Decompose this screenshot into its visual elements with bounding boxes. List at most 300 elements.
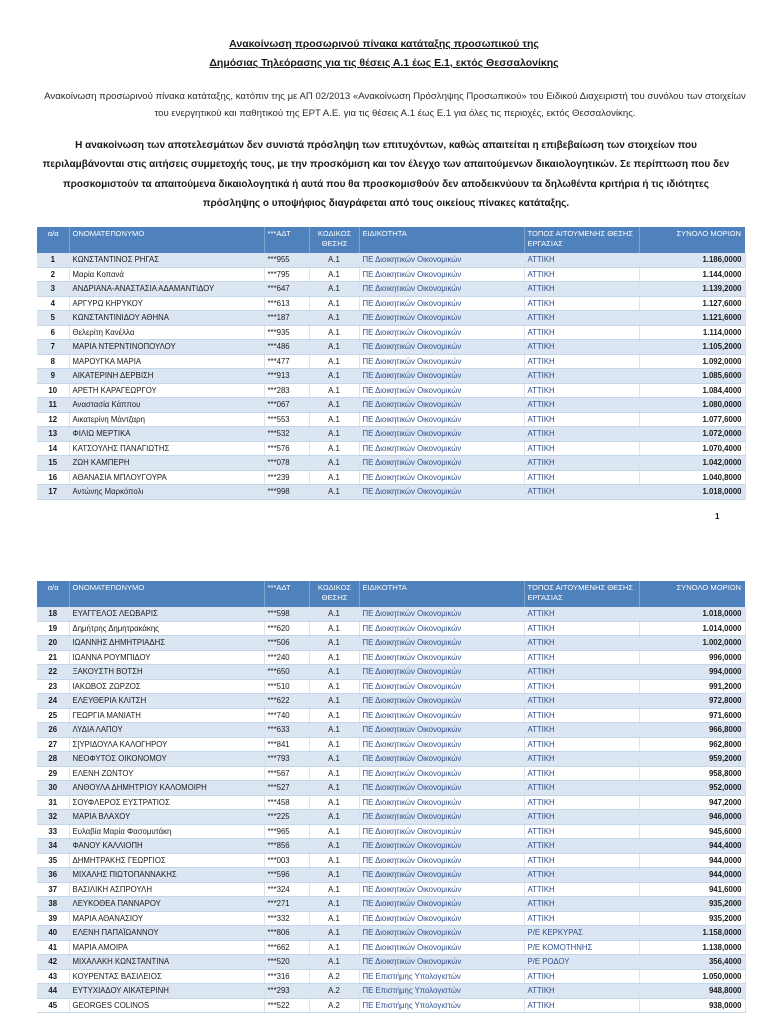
position-code-cell: Α.1	[309, 665, 359, 680]
person-name-cell: Αναστασία Κάππου	[69, 398, 264, 413]
person-name-cell: ΙΩΑΝΝΗΣ ΔΗΜΗΤΡΙΑΔΗΣ	[69, 636, 264, 651]
total-points-cell: 994,0000	[639, 665, 745, 680]
column-header-name: ΟΝΟΜΑΤΕΠΩΝΥΜΟ	[69, 227, 264, 253]
row-number-cell: 21	[37, 650, 69, 665]
total-points-cell: 958,8000	[639, 766, 745, 781]
total-points-cell: 946,0000	[639, 810, 745, 825]
specialty-cell: ΠΕ Διοικητικών Οικονομικών	[359, 267, 524, 282]
person-name-cell: ΚΟΥΡΕΝΤΑΣ ΒΑΣΙΛΕΙΟΣ	[69, 969, 264, 984]
person-name-cell: ΕΛΕΥΘΕΡΙΑ ΚΛΙΤΣΗ	[69, 694, 264, 709]
position-code-cell: Α.1	[309, 253, 359, 267]
position-code-cell: Α.1	[309, 267, 359, 282]
total-points-cell: 1.042,0000	[639, 456, 745, 471]
specialty-cell: ΠΕ Διοικητικών Οικονομικών	[359, 694, 524, 709]
specialty-cell: ΠΕ Διοικητικών Οικονομικών	[359, 737, 524, 752]
specialty-cell: ΠΕ Διοικητικών Οικονομικών	[359, 456, 524, 471]
document-title-line-1: Ανακοίνωση προσωρινού πίνακα κατάταξης προσωπικού της	[229, 38, 539, 50]
column-header-aa: α/α	[37, 581, 69, 607]
work-area-cell: ΑΤΤΙΚΗ	[524, 723, 639, 738]
position-code-cell: Α.1	[309, 412, 359, 427]
specialty-cell: ΠΕ Διοικητικών Οικονομικών	[359, 412, 524, 427]
specialty-cell: ΠΕ Διοικητικών Οικονομικών	[359, 679, 524, 694]
id-number-cell: ***955	[264, 253, 309, 267]
position-code-cell: Α.1	[309, 723, 359, 738]
id-number-cell: ***806	[264, 926, 309, 941]
specialty-cell: ΠΕ Διοικητικών Οικονομικών	[359, 940, 524, 955]
person-name-cell: ΝΕΟΦΥΤΟΣ ΟΙΚΟΝΟΜΟΥ	[69, 752, 264, 767]
specialty-cell: ΠΕ Διοικητικών Οικονομικών	[359, 824, 524, 839]
row-number-cell: 3	[37, 282, 69, 297]
person-name-cell: ΜΙΧΑΛΑΚΗ ΚΩΝΣΤΑΝΤΙΝΑ	[69, 955, 264, 970]
row-number-cell: 10	[37, 383, 69, 398]
row-number-cell: 43	[37, 969, 69, 984]
total-points-cell: 1.158,0000	[639, 926, 745, 941]
id-number-cell: ***324	[264, 882, 309, 897]
position-code-cell: Α.1	[309, 882, 359, 897]
work-area-cell: ΑΤΤΙΚΗ	[524, 456, 639, 471]
total-points-cell: 966,8000	[639, 723, 745, 738]
table-row	[37, 940, 745, 955]
table-row	[37, 282, 745, 297]
total-points-cell: 1.014,0000	[639, 621, 745, 636]
intro-paragraph: Ανακοίνωση προσωρινού πίνακα κατάταξης, κατόπιν της με ΑΠ 02/2013 «Ανακοίνωση Πρόσληψης Προσωπικού» του Ειδικού Διαχειριστή του συνόλου των στοιχείων του ενεργητικού και παθητικού της ΕΡΤ Α.Ε. για τις θέσεις Α.1 έως Ε.1 για όλες τις περιοχές, εκτός Θεσσαλονίκης.	[44, 91, 746, 119]
specialty-cell: ΠΕ Διοικητικών Οικονομικών	[359, 354, 524, 369]
total-points-cell: 944,0000	[639, 868, 745, 883]
id-number-cell: ***576	[264, 441, 309, 456]
specialty-cell: ΠΕ Διοικητικών Οικονομικών	[359, 665, 524, 680]
table-row	[37, 882, 745, 897]
column-header-area: ΤΟΠΟΣ ΑΙΤΟΥΜΕΝΗΣ ΘΕΣΗΣ ΕΡΓΑΣΙΑΣ	[524, 581, 639, 607]
total-points-cell: 1.002,0000	[639, 636, 745, 651]
specialty-cell: ΠΕ Διοικητικών Οικονομικών	[359, 253, 524, 267]
specialty-cell: ΠΕ Διοικητικών Οικονομικών	[359, 340, 524, 355]
row-number-cell: 39	[37, 911, 69, 926]
person-name-cell: ΚΑΤΣΟΥΛΗΣ ΠΑΝΑΓΙΩΤΗΣ	[69, 441, 264, 456]
position-code-cell: Α.1	[309, 679, 359, 694]
position-code-cell: Α.1	[309, 940, 359, 955]
specialty-cell: ΠΕ Διοικητικών Οικονομικών	[359, 752, 524, 767]
position-code-cell: Α.1	[309, 456, 359, 471]
total-points-cell: 1.139,2000	[639, 282, 745, 297]
id-number-cell: ***596	[264, 868, 309, 883]
person-name-cell: Δημήτρης Δημητρακάκης	[69, 621, 264, 636]
specialty-cell: ΠΕ Διοικητικών Οικονομικών	[359, 810, 524, 825]
row-number-cell: 32	[37, 810, 69, 825]
work-area-cell: ΑΤΤΙΚΗ	[524, 781, 639, 796]
id-number-cell: ***662	[264, 940, 309, 955]
row-number-cell: 36	[37, 868, 69, 883]
specialty-cell: ΠΕ Διοικητικών Οικονομικών	[359, 282, 524, 297]
id-number-cell: ***647	[264, 282, 309, 297]
id-number-cell: ***965	[264, 824, 309, 839]
specialty-cell: ΠΕ Διοικητικών Οικονομικών	[359, 296, 524, 311]
specialty-cell: ΠΕ Διοικητικών Οικονομικών	[359, 311, 524, 326]
total-points-cell: 1.080,0000	[639, 398, 745, 413]
specialty-cell: ΠΕ Διοικητικών Οικονομικών	[359, 708, 524, 723]
position-code-cell: Α.1	[309, 296, 359, 311]
person-name-cell: Θελερίτη Κανέλλα	[69, 325, 264, 340]
position-code-cell: Α.1	[309, 607, 359, 621]
id-number-cell: ***613	[264, 296, 309, 311]
work-area-cell: ΑΤΤΙΚΗ	[524, 911, 639, 926]
table-body	[37, 253, 745, 499]
work-area-cell: ΑΤΤΙΚΗ	[524, 694, 639, 709]
id-number-cell: ***620	[264, 621, 309, 636]
specialty-cell: ΠΕ Διοικητικών Οικονομικών	[359, 926, 524, 941]
row-number-cell: 25	[37, 708, 69, 723]
id-number-cell: ***477	[264, 354, 309, 369]
total-points-cell: 1.050,0000	[639, 969, 745, 984]
table-row	[37, 441, 745, 456]
row-number-cell: 31	[37, 795, 69, 810]
table-row	[37, 621, 745, 636]
person-name-cell: Σ[ΥΡΙΔΟΥΛΑ ΚΑΛΟΓΗΡΟΥ	[69, 737, 264, 752]
id-number-cell: ***293	[264, 984, 309, 999]
id-number-cell: ***067	[264, 398, 309, 413]
person-name-cell: GEORGES COLINOS	[69, 998, 264, 1013]
person-name-cell: Ευλαβία Μαρία Φασομυτάκη	[69, 824, 264, 839]
position-code-cell: Α.1	[309, 354, 359, 369]
table-row	[37, 853, 745, 868]
total-points-cell: 1.070,4000	[639, 441, 745, 456]
table-row	[37, 325, 745, 340]
person-name-cell: ΦΑΝΟΥ ΚΑΛΛΙΟΠΗ	[69, 839, 264, 854]
table-row	[37, 694, 745, 709]
table-row	[37, 369, 745, 384]
id-number-cell: ***332	[264, 911, 309, 926]
table-row	[37, 810, 745, 825]
table-row	[37, 969, 745, 984]
work-area-cell: ΑΤΤΙΚΗ	[524, 969, 639, 984]
specialty-cell: ΠΕ Διοικητικών Οικονομικών	[359, 650, 524, 665]
total-points-cell: 959,2000	[639, 752, 745, 767]
total-points-cell: 991,2000	[639, 679, 745, 694]
id-number-cell: ***841	[264, 737, 309, 752]
row-number-cell: 35	[37, 853, 69, 868]
person-name-cell: ΦΙΛΙΩ ΜΕΡΤΙΚΑ	[69, 427, 264, 442]
column-header-code: ΚΩΔΙΚΟΣ ΘΕΣΗΣ	[309, 581, 359, 607]
total-points-cell: 1.105,2000	[639, 340, 745, 355]
column-header-specialty: ΕΙΔΙΚΟΤΗΤΑ	[359, 227, 524, 253]
position-code-cell: Α.1	[309, 708, 359, 723]
person-name-cell: ΔΗΜΗΤΡΑΚΗΣ ΓΕΩΡΓΙΟΣ	[69, 853, 264, 868]
work-area-cell: ΑΤΤΙΚΗ	[524, 296, 639, 311]
id-number-cell: ***510	[264, 679, 309, 694]
person-name-cell: ΕΥΑΓΓΕΛΟΣ ΛΕΩΒΑΡΙΣ	[69, 607, 264, 621]
specialty-cell: ΠΕ Διοικητικών Οικονομικών	[359, 470, 524, 485]
specialty-cell: ΠΕ Επιστήμης Υπολογιστών	[359, 969, 524, 984]
specialty-cell: ΠΕ Διοικητικών Οικονομικών	[359, 723, 524, 738]
table-row	[37, 868, 745, 883]
position-code-cell: Α.1	[309, 470, 359, 485]
total-points-cell: 1.084,4000	[639, 383, 745, 398]
position-code-cell: Α.1	[309, 752, 359, 767]
table-row	[37, 737, 745, 752]
row-number-cell: 40	[37, 926, 69, 941]
work-area-cell: ΑΤΤΙΚΗ	[524, 882, 639, 897]
position-code-cell: Α.1	[309, 325, 359, 340]
work-area-cell: Ρ/Ε ΚΕΡΚΥΡΑΣ	[524, 926, 639, 941]
work-area-cell: ΑΤΤΙΚΗ	[524, 383, 639, 398]
total-points-cell: 944,4000	[639, 839, 745, 854]
position-code-cell: Α.1	[309, 398, 359, 413]
person-name-cell: ΑΝΘΟΥΛΑ ΔΗΜΗΤΡΙΟΥ ΚΑΛΟΜΟΙΡΗ	[69, 781, 264, 796]
table-row	[37, 470, 745, 485]
table-row	[37, 723, 745, 738]
id-number-cell: ***225	[264, 810, 309, 825]
table-row	[37, 781, 745, 796]
work-area-cell: ΑΤΤΙΚΗ	[524, 253, 639, 267]
id-number-cell: ***913	[264, 369, 309, 384]
row-number-cell: 5	[37, 311, 69, 326]
specialty-cell: ΠΕ Διοικητικών Οικονομικών	[359, 781, 524, 796]
work-area-cell: ΑΤΤΙΚΗ	[524, 752, 639, 767]
id-number-cell: ***003	[264, 853, 309, 868]
document-title-line-2: Δημόσιας Τηλεόρασης για τις θέσεις Α.1 έως Ε.1, εκτός Θεσσαλονίκης	[209, 57, 559, 69]
work-area-cell: ΑΤΤΙΚΗ	[524, 810, 639, 825]
total-points-cell: 1.040,8000	[639, 470, 745, 485]
row-number-cell: 13	[37, 427, 69, 442]
work-area-cell: ΑΤΤΙΚΗ	[524, 868, 639, 883]
table-row	[37, 398, 745, 413]
table-row	[37, 485, 745, 500]
specialty-cell: ΠΕ Διοικητικών Οικονομικών	[359, 383, 524, 398]
row-number-cell: 20	[37, 636, 69, 651]
column-header-code: ΚΩΔΙΚΟΣ ΘΕΣΗΣ	[309, 227, 359, 253]
work-area-cell: ΑΤΤΙΚΗ	[524, 340, 639, 355]
person-name-cell: ΑΘΑΝΑΣΙΑ ΜΠΛΟΥΓΟΥΡΑ	[69, 470, 264, 485]
specialty-cell: ΠΕ Διοικητικών Οικονομικών	[359, 485, 524, 500]
id-number-cell: ***527	[264, 781, 309, 796]
person-name-cell: Αντώνης Μαρκόπολι	[69, 485, 264, 500]
work-area-cell: ΑΤΤΙΚΗ	[524, 485, 639, 500]
position-code-cell: Α.1	[309, 694, 359, 709]
total-points-cell: 952,0000	[639, 781, 745, 796]
specialty-cell: ΠΕ Διοικητικών Οικονομικών	[359, 398, 524, 413]
work-area-cell: ΑΤΤΙΚΗ	[524, 354, 639, 369]
specialty-cell: ΠΕ Διοικητικών Οικονομικών	[359, 607, 524, 621]
row-number-cell: 44	[37, 984, 69, 999]
row-number-cell: 19	[37, 621, 69, 636]
id-number-cell: ***522	[264, 998, 309, 1013]
work-area-cell: ΑΤΤΙΚΗ	[524, 311, 639, 326]
id-number-cell: ***998	[264, 485, 309, 500]
table-row	[37, 354, 745, 369]
row-number-cell: 12	[37, 412, 69, 427]
table-row	[37, 427, 745, 442]
column-header-specialty: ΕΙΔΙΚΟΤΗΤΑ	[359, 581, 524, 607]
id-number-cell: ***740	[264, 708, 309, 723]
column-header-total: ΣΥΝΟΛΟ ΜΟΡΙΩΝ	[639, 227, 745, 253]
person-name-cell: ΖΩΗ ΚΑΜΠΕΡΗ	[69, 456, 264, 471]
column-header-aa: α/α	[37, 227, 69, 253]
person-name-cell: ΚΩΝΣΤΑΝΤΙΝΙΔΟΥ ΑΘΗΝΑ	[69, 311, 264, 326]
position-code-cell: Α.1	[309, 427, 359, 442]
specialty-cell: ΠΕ Διοικητικών Οικονομικών	[359, 441, 524, 456]
table-row	[37, 456, 745, 471]
position-code-cell: Α.1	[309, 737, 359, 752]
table-row	[37, 911, 745, 926]
id-number-cell: ***271	[264, 897, 309, 912]
position-code-cell: Α.1	[309, 441, 359, 456]
id-number-cell: ***283	[264, 383, 309, 398]
person-name-cell: Αικατερίνη Μάντζαρη	[69, 412, 264, 427]
table-row	[37, 926, 745, 941]
position-code-cell: Α.1	[309, 369, 359, 384]
table-row	[37, 383, 745, 398]
specialty-cell: ΠΕ Διοικητικών Οικονομικών	[359, 636, 524, 651]
work-area-cell: ΑΤΤΙΚΗ	[524, 708, 639, 723]
row-number-cell: 1	[37, 253, 69, 267]
table-row	[37, 998, 745, 1013]
total-points-cell: 1.018,0000	[639, 485, 745, 500]
work-area-cell: ΑΤΤΙΚΗ	[524, 325, 639, 340]
work-area-cell: ΑΤΤΙΚΗ	[524, 824, 639, 839]
position-code-cell: Α.1	[309, 650, 359, 665]
row-number-cell: 26	[37, 723, 69, 738]
person-name-cell: ΓΕΩΡΓΙΑ ΜΑΝΙΑΤΗ	[69, 708, 264, 723]
position-code-cell: Α.1	[309, 839, 359, 854]
total-points-cell: 944,0000	[639, 853, 745, 868]
total-points-cell: 1.072,0000	[639, 427, 745, 442]
table-row	[37, 766, 745, 781]
row-number-cell: 24	[37, 694, 69, 709]
id-number-cell: ***239	[264, 470, 309, 485]
work-area-cell: ΑΤΤΙΚΗ	[524, 679, 639, 694]
work-area-cell: ΑΤΤΙΚΗ	[524, 998, 639, 1013]
total-points-cell: 356,4000	[639, 955, 745, 970]
total-points-cell: 1.144,0000	[639, 267, 745, 282]
position-code-cell: Α.2	[309, 998, 359, 1013]
row-number-cell: 42	[37, 955, 69, 970]
id-number-cell: ***486	[264, 340, 309, 355]
position-code-cell: Α.1	[309, 621, 359, 636]
column-header-adt: ***ΑΔΤ	[264, 227, 309, 253]
row-number-cell: 33	[37, 824, 69, 839]
id-number-cell: ***795	[264, 267, 309, 282]
ranking-table-2	[37, 581, 746, 1013]
specialty-cell: ΠΕ Διοικητικών Οικονομικών	[359, 325, 524, 340]
work-area-cell: ΑΤΤΙΚΗ	[524, 839, 639, 854]
total-points-cell: 938,0000	[639, 998, 745, 1013]
row-number-cell: 45	[37, 998, 69, 1013]
table-row	[37, 679, 745, 694]
table-row	[37, 253, 745, 267]
work-area-cell: ΑΤΤΙΚΗ	[524, 621, 639, 636]
total-points-cell: 1.085,6000	[639, 369, 745, 384]
position-code-cell: Α.1	[309, 485, 359, 500]
row-number-cell: 27	[37, 737, 69, 752]
work-area-cell: ΑΤΤΙΚΗ	[524, 737, 639, 752]
total-points-cell: 1.077,6000	[639, 412, 745, 427]
specialty-cell: ΠΕ Διοικητικών Οικονομικών	[359, 853, 524, 868]
person-name-cell: ΛΕΥΚΟΘΕΑ ΠΑΝΝΑΡΟΥ	[69, 897, 264, 912]
specialty-cell: ΠΕ Διοικητικών Οικονομικών	[359, 369, 524, 384]
work-area-cell: Ρ/Ε ΡΟΔΟΥ	[524, 955, 639, 970]
row-number-cell: 38	[37, 897, 69, 912]
work-area-cell: ΑΤΤΙΚΗ	[524, 470, 639, 485]
ranking-table-1	[37, 227, 746, 500]
specialty-cell: ΠΕ Διοικητικών Οικονομικών	[359, 766, 524, 781]
person-name-cell: ΜΑΡΙΑ ΑΜΟΙΡΑ	[69, 940, 264, 955]
column-header-total: ΣΥΝΟΛΟ ΜΟΡΙΩΝ	[639, 581, 745, 607]
specialty-cell: ΠΕ Διοικητικών Οικονομικών	[359, 427, 524, 442]
row-number-cell: 29	[37, 766, 69, 781]
total-points-cell: 972,8000	[639, 694, 745, 709]
position-code-cell: Α.1	[309, 781, 359, 796]
row-number-cell: 4	[37, 296, 69, 311]
notice-paragraph: Η ανακοίνωση των αποτελεσμάτων δεν συνιστά πρόσληψη των επιτυχόντων, καθώς απαιτείται η επιβεβαίωση των στοιχείων που περιλαμβάνονται στις αιτήσεις συμμετοχής τους, με την προσκόμιση και τον έλεγχο των απαιτούμενων δικαιολογητικών. Σε περίπτωση που δεν προσκομιστούν τα απαιτούμενα δικαιολογητικά ή αυτά που θα προσκομισθούν δεν αποδεικνύουν τα δηλωθέντα κριτήρια ή τις ιδιότητες πρόσληψης ο υποψήφιος διαγράφεται από τους οικείους πίνακες κατάταξης.	[42, 140, 730, 209]
person-name-cell: ΜΑΡΙΑ ΑΘΑΝΑΣΙΟΥ	[69, 911, 264, 926]
row-number-cell: 16	[37, 470, 69, 485]
specialty-cell: ΠΕ Διοικητικών Οικονομικών	[359, 621, 524, 636]
person-name-cell: ΛΥΔΙΑ ΛΑΠΟΥ	[69, 723, 264, 738]
position-code-cell: Α.1	[309, 340, 359, 355]
specialty-cell: ΠΕ Διοικητικών Οικονομικών	[359, 911, 524, 926]
position-code-cell: Α.1	[309, 911, 359, 926]
work-area-cell: ΑΤΤΙΚΗ	[524, 282, 639, 297]
row-number-cell: 41	[37, 940, 69, 955]
specialty-cell: ΠΕ Επιστήμης Υπολογιστών	[359, 998, 524, 1013]
position-code-cell: Α.1	[309, 810, 359, 825]
person-name-cell: ΙΑΚΩΒΟΣ ΖΩΡΖΟΣ	[69, 679, 264, 694]
id-number-cell: ***567	[264, 766, 309, 781]
position-code-cell: Α.2	[309, 984, 359, 999]
position-code-cell: Α.1	[309, 383, 359, 398]
work-area-cell: ΑΤΤΙΚΗ	[524, 984, 639, 999]
id-number-cell: ***935	[264, 325, 309, 340]
work-area-cell: ΑΤΤΙΚΗ	[524, 441, 639, 456]
table-body	[37, 607, 745, 1013]
position-code-cell: Α.1	[309, 955, 359, 970]
id-number-cell: ***622	[264, 694, 309, 709]
row-number-cell: 37	[37, 882, 69, 897]
person-name-cell: ΜΑΡΙΑ ΝΤΕΡΝΤΙΝΟΠΟΥΛΟΥ	[69, 340, 264, 355]
total-points-cell: 1.114,0000	[639, 325, 745, 340]
table-row	[37, 650, 745, 665]
id-number-cell: ***316	[264, 969, 309, 984]
id-number-cell: ***598	[264, 607, 309, 621]
person-name-cell: ΑΙΚΑΤΕΡΙΝΗ ΔΕΡΒΙΣΗ	[69, 369, 264, 384]
id-number-cell: ***078	[264, 456, 309, 471]
work-area-cell: ΑΤΤΙΚΗ	[524, 412, 639, 427]
work-area-cell: ΑΤΤΙΚΗ	[524, 636, 639, 651]
id-number-cell: ***187	[264, 311, 309, 326]
table-row	[37, 340, 745, 355]
position-code-cell: Α.1	[309, 282, 359, 297]
table-header	[37, 227, 745, 253]
person-name-cell: ΞΑΚΟΥΣΤΗ ΒΟΤΣΗ	[69, 665, 264, 680]
total-points-cell: 935,2000	[639, 911, 745, 926]
id-number-cell: ***633	[264, 723, 309, 738]
total-points-cell: 945,6000	[639, 824, 745, 839]
table-row	[37, 795, 745, 810]
id-number-cell: ***650	[264, 665, 309, 680]
table-row	[37, 311, 745, 326]
specialty-cell: ΠΕ Διοικητικών Οικονομικών	[359, 897, 524, 912]
id-number-cell: ***458	[264, 795, 309, 810]
row-number-cell: 9	[37, 369, 69, 384]
position-code-cell: Α.1	[309, 824, 359, 839]
total-points-cell: 1.018,0000	[639, 607, 745, 621]
table-row	[37, 267, 745, 282]
table-row	[37, 839, 745, 854]
row-number-cell: 17	[37, 485, 69, 500]
position-code-cell: Α.1	[309, 311, 359, 326]
person-name-cell: ΚΩΝΣΤΑΝΤΙΝΟΣ ΡΗΓΑΣ	[69, 253, 264, 267]
specialty-cell: ΠΕ Διοικητικών Οικονομικών	[359, 795, 524, 810]
person-name-cell: ΕΥΤΥΧΙΑΔΟΥ ΑΙΚΑΤΕΡΙΝΗ	[69, 984, 264, 999]
